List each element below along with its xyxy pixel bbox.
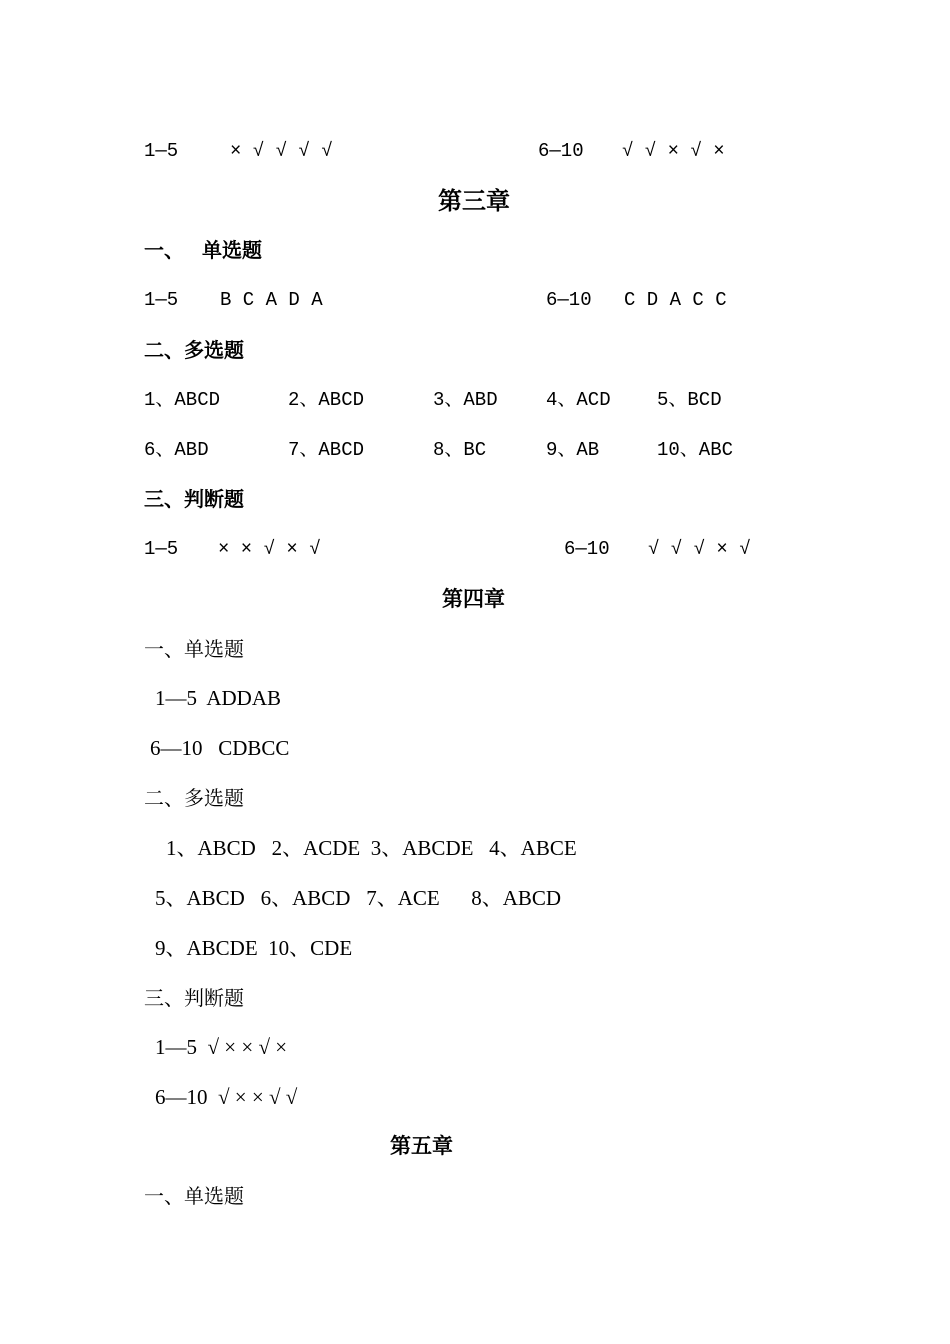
ch3-multi-item: 8、BC	[433, 439, 487, 461]
ch3-multi-item: 4、ACD	[546, 389, 611, 411]
ch4-single-line-2: 6—10 CDBCC	[150, 736, 290, 760]
ch4-judge-line-1: 1—5 √ × × √ ×	[155, 1035, 288, 1059]
chapter-5-title: 第五章	[390, 1134, 453, 1158]
chapter-4-title: 第四章	[442, 587, 505, 611]
ch3-multi-item: 1、ABCD	[144, 389, 221, 411]
ch4-multi-line-3: 9、ABCDE 10、CDE	[155, 936, 353, 960]
ch3-single-heading-num: 一、	[144, 238, 184, 262]
ch3-single-left-answers: B C A D A	[220, 289, 323, 311]
ch3-judge-left-range: 1—5	[144, 538, 179, 560]
top-judge-left-range: 1—5	[144, 140, 179, 162]
ch3-multi-item: 7、ABCD	[288, 439, 365, 461]
top-judge-right-range: 6—10	[538, 140, 584, 162]
ch3-judge-left-answers: × × √ × √	[218, 538, 321, 560]
ch4-single-line-1: 1—5 ADDAB	[155, 686, 282, 710]
ch5-single-heading: 一、单选题	[144, 1184, 244, 1208]
ch4-judge-line-2: 6—10 √ × × √ √	[155, 1085, 298, 1109]
ch4-multi-line-1: 1、ABCD 2、ACDE 3、ABCDE 4、ABCE	[166, 836, 577, 860]
ch3-single-right-answers: C D A C C	[624, 289, 727, 311]
ch4-multi-heading: 二、多选题	[144, 786, 244, 810]
ch3-single-heading-text: 单选题	[202, 238, 262, 262]
ch3-multi-heading: 二、多选题	[144, 338, 244, 362]
ch4-single-heading: 一、单选题	[144, 637, 244, 661]
ch4-multi-line-2: 5、ABCD 6、ABCD 7、ACE 8、ABCD	[155, 886, 562, 910]
ch3-multi-item: 6、ABD	[144, 439, 209, 461]
ch4-judge-heading: 三、判断题	[144, 986, 244, 1010]
chapter-3-title: 第三章	[438, 187, 510, 215]
ch3-single-right-range: 6—10	[546, 289, 592, 311]
ch3-judge-heading: 三、判断题	[144, 487, 244, 511]
ch3-single-left-range: 1—5	[144, 289, 179, 311]
ch3-judge-right-range: 6—10	[564, 538, 610, 560]
ch3-multi-item: 2、ABCD	[288, 389, 365, 411]
ch3-multi-item: 3、ABD	[433, 389, 498, 411]
top-judge-right-answers: √ √ × √ ×	[622, 140, 725, 162]
ch3-multi-item: 9、AB	[546, 439, 600, 461]
ch3-multi-item: 5、BCD	[657, 389, 722, 411]
ch3-judge-right-answers: √ √ √ × √	[648, 538, 751, 560]
top-judge-left-answers: × √ √ √ √	[230, 140, 333, 162]
ch3-multi-item: 10、ABC	[657, 439, 734, 461]
